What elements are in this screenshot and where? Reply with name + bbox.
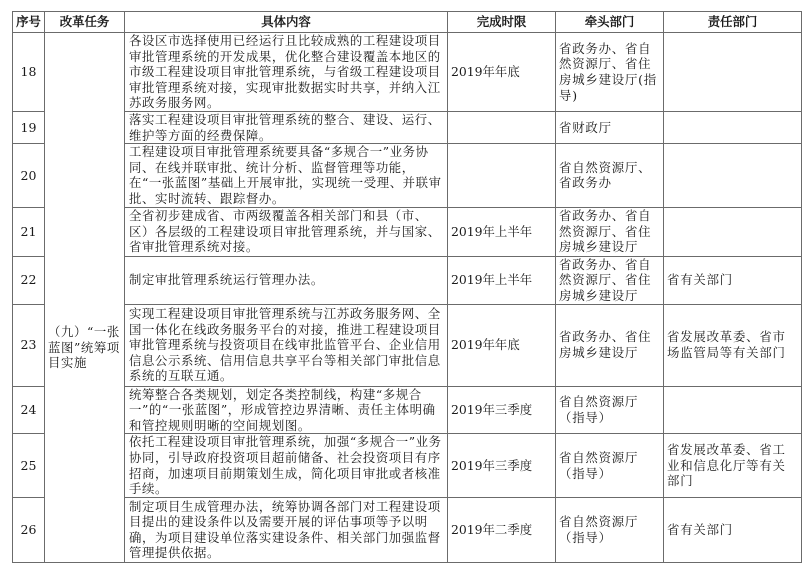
header-row xyxy=(13,12,802,33)
row-content: 制定项目生成管理办法，统筹协调各部门对工程建设项目提出的建设条件以及需要开展的评估事项等予以明确，为项目建设单位落实建设条件、相关部门加强监督管理提供依据。 xyxy=(125,497,448,562)
reform-task-table xyxy=(12,11,802,563)
header-task: 改革任务 xyxy=(45,12,125,33)
table-row xyxy=(13,207,802,256)
table-row xyxy=(13,386,802,434)
row-index: 18 xyxy=(13,33,45,112)
row-lead-dept: 省自然资源厅、省政务办 xyxy=(556,144,664,207)
row-lead-dept: 省财政厅 xyxy=(556,112,664,144)
row-index: 25 xyxy=(13,434,45,497)
row-resp-dept xyxy=(664,386,802,434)
row-content: 统筹整合各类规划，划定各类控制线，构建“多规合一”的“一张蓝图”，形成管控边界清晰、责任主体明确和管控规则明晰的空间规划图。 xyxy=(125,386,448,434)
row-lead-dept: 省政务办、省自然资源厅、省住房城乡建设厅(指导) xyxy=(556,33,664,112)
row-resp-dept: 省发展改革委、省市场监管局等有关部门 xyxy=(664,304,802,386)
row-content: 实现工程建设项目审批管理系统与江苏政务服务网、全国一体化在线政务服务平台的对接，推进工程建设项目审批管理系统与投资项目在线审批监管平台、企业信用信息公示系统、信用信息共享平台等相关部门审批信息系统的互联互通。 xyxy=(125,304,448,386)
row-deadline: 2019年三季度 xyxy=(448,434,556,497)
row-deadline: 2019年上半年 xyxy=(448,256,556,304)
row-content: 落实工程建设项目审批管理系统的整合、建设、运行、维护等方面的经费保障。 xyxy=(125,112,448,144)
row-resp-dept xyxy=(664,33,802,112)
reform-task-cell: （九）“一张蓝图”统筹项目实施 xyxy=(45,33,125,563)
row-lead-dept: 省政务办、省自然资源厅、省住房城乡建设厅 xyxy=(556,207,664,256)
table-row xyxy=(13,497,802,562)
header-content: 具体内容 xyxy=(125,12,448,33)
row-content: 依托工程建设项目审批管理系统，加强“多规合一”业务协同，引导政府投资项目超前储备、社会投资项目有序招商，加速项目前期策划生成，简化项目审批或者核准手续。 xyxy=(125,434,448,497)
row-resp-dept xyxy=(664,207,802,256)
row-lead-dept: 省自然资源厅（指导） xyxy=(556,497,664,562)
table-row xyxy=(13,256,802,304)
row-index: 23 xyxy=(13,304,45,386)
row-index: 22 xyxy=(13,256,45,304)
header-lead-dept: 牵头部门 xyxy=(556,12,664,33)
row-index: 24 xyxy=(13,386,45,434)
row-index: 20 xyxy=(13,144,45,207)
table-row xyxy=(13,304,802,386)
row-deadline xyxy=(448,144,556,207)
row-deadline: 2019年三季度 xyxy=(448,386,556,434)
row-content: 全省初步建成省、市两级覆盖各相关部门和县（市、区）各层级的工程建设项目审批管理系统，并与国家、省审批管理系统对接。 xyxy=(125,207,448,256)
header-deadline: 完成时限 xyxy=(448,12,556,33)
row-resp-dept xyxy=(664,144,802,207)
row-index: 26 xyxy=(13,497,45,562)
row-lead-dept: 省自然资源厅（指导） xyxy=(556,386,664,434)
row-resp-dept xyxy=(664,112,802,144)
row-deadline: 2019年上半年 xyxy=(448,207,556,256)
row-deadline: 2019年二季度 xyxy=(448,497,556,562)
row-resp-dept: 省发展改革委、省工业和信息化厅等有关部门 xyxy=(664,434,802,497)
table-row xyxy=(13,112,802,144)
table-row xyxy=(13,434,802,497)
row-deadline: 2019年年底 xyxy=(448,33,556,112)
row-index: 21 xyxy=(13,207,45,256)
header-resp-dept: 责任部门 xyxy=(664,12,802,33)
row-index: 19 xyxy=(13,112,45,144)
row-lead-dept: 省自然资源厅（指导） xyxy=(556,434,664,497)
row-resp-dept: 省有关部门 xyxy=(664,497,802,562)
row-lead-dept: 省政务办、省住房城乡建设厅 xyxy=(556,304,664,386)
row-deadline xyxy=(448,112,556,144)
row-deadline: 2019年年底 xyxy=(448,304,556,386)
row-content: 工程建设项目审批管理系统要具备“多规合一”业务协同、在线并联审批、统计分析、监督管理等功能，在“一张蓝图”基础上开展审批，实现统一受理、并联审批、实时流转、跟踪督办。 xyxy=(125,144,448,207)
row-content: 制定审批管理系统运行管理办法。 xyxy=(125,256,448,304)
header-index: 序号 xyxy=(13,12,45,33)
row-lead-dept: 省政务办、省自然资源厅、省住房城乡建设厅 xyxy=(556,256,664,304)
row-content: 各设区市选择使用已经运行且比较成熟的工程建设项目审批管理系统的开发成果，优化整合建设覆盖本地区的市级工程建设项目审批管理系统，与省级工程建设项目审批管理系统对接，实现审批数据实时共享，并纳入江苏政务服务网。 xyxy=(125,33,448,112)
table-row xyxy=(13,144,802,207)
table-row xyxy=(13,33,802,112)
row-resp-dept: 省有关部门 xyxy=(664,256,802,304)
